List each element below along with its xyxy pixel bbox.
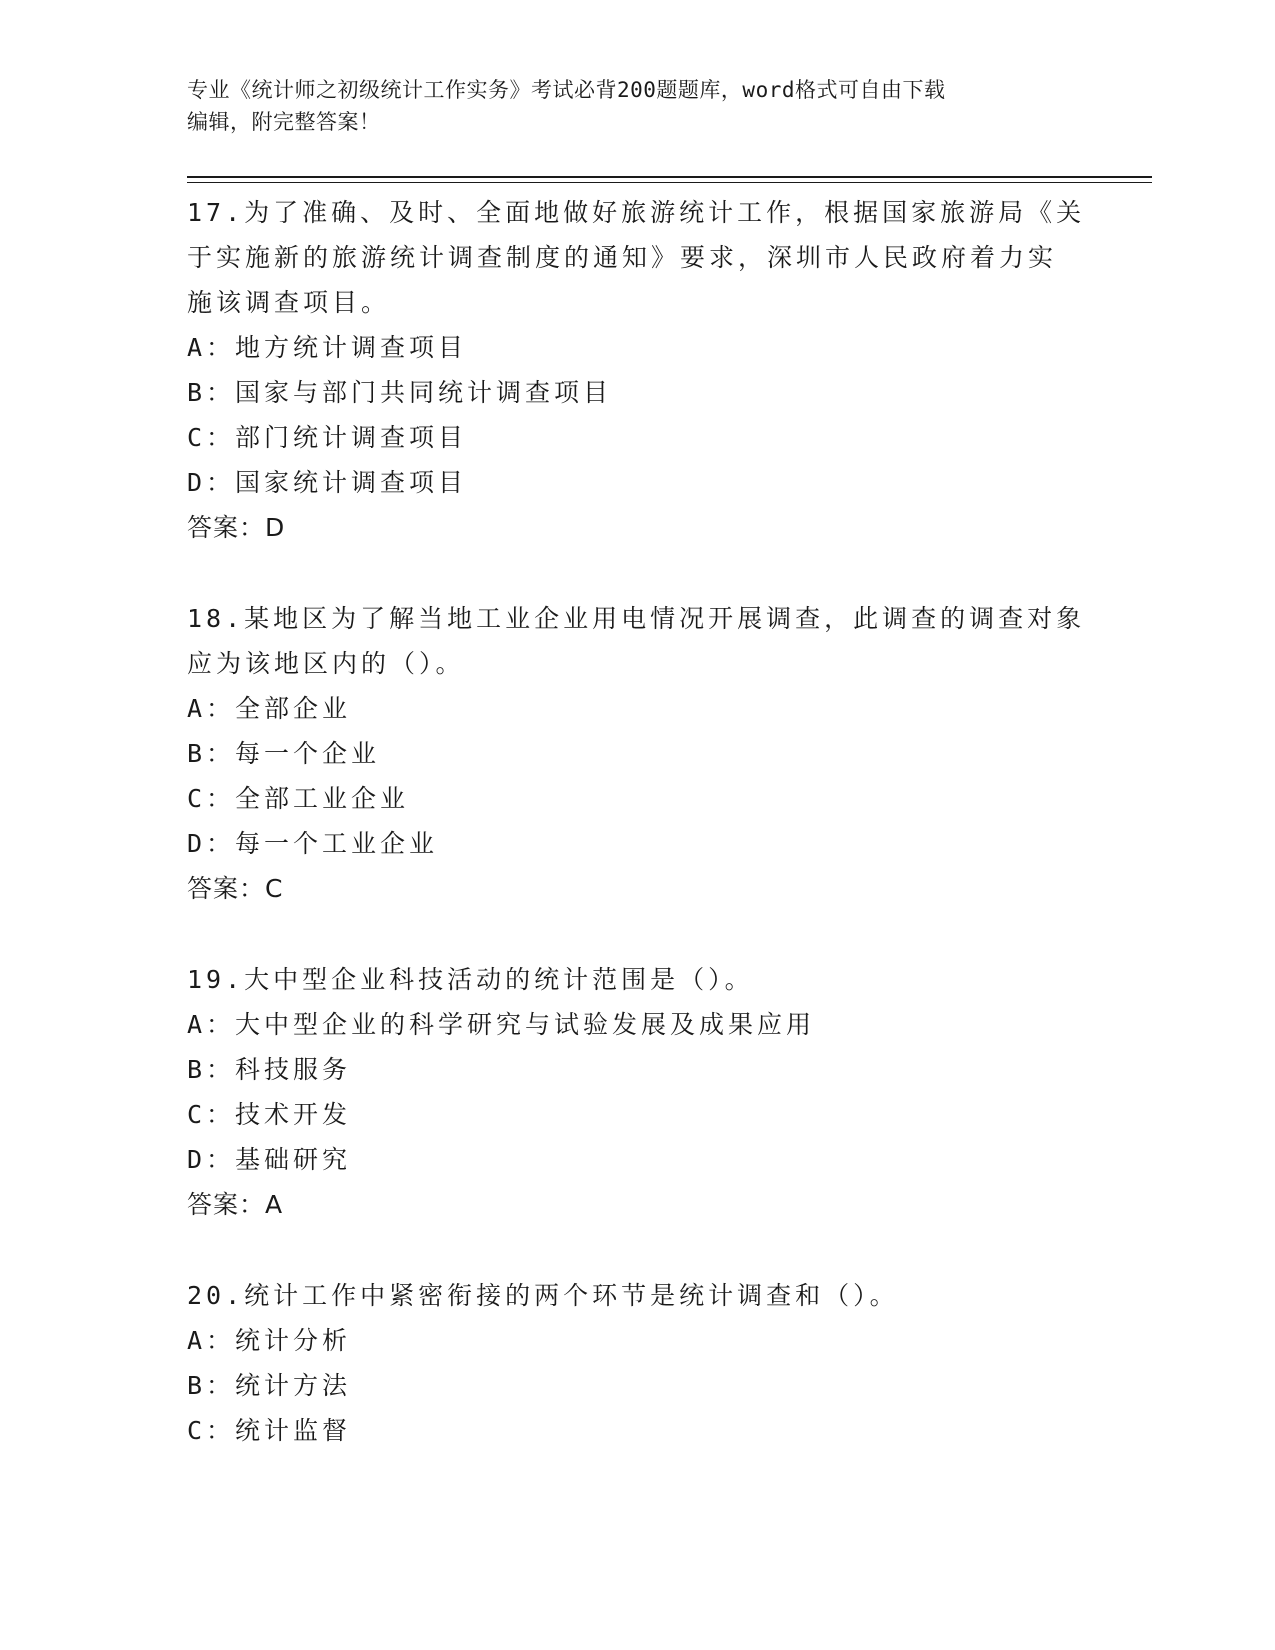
answer: 答案：D — [187, 513, 286, 542]
option-b: B：国家与部门共同统计调查项目 — [187, 378, 613, 407]
option-d: D：每一个工业企业 — [187, 829, 439, 858]
header-line-1: 专业《统计师之初级统计工作实务》考试必背200题题库，word格式可自由下载 — [187, 78, 946, 102]
option-a: A：地方统计调查项目 — [187, 333, 468, 362]
option-c: C：全部工业企业 — [187, 784, 410, 813]
question-stem-line: 施该调查项目。 — [187, 288, 391, 317]
header-divider-thick — [187, 176, 1152, 178]
option-a: A：大中型企业的科学研究与试验发展及成果应用 — [187, 1010, 816, 1039]
question-stem-line: 20.统计工作中紧密衔接的两个环节是统计调查和（）。 — [187, 1281, 899, 1310]
question-18 — [187, 596, 1087, 911]
answer: 答案：C — [187, 874, 284, 903]
option-c: C：统计监督 — [187, 1416, 352, 1445]
question-19 — [187, 957, 1087, 1227]
answer: 答案：A — [187, 1190, 284, 1219]
document-header — [187, 74, 1067, 138]
option-b: B：每一个企业 — [187, 739, 381, 768]
option-d: D：基础研究 — [187, 1145, 352, 1174]
question-stem-line: 应为该地区内的（）。 — [187, 649, 465, 678]
option-b: B：统计方法 — [187, 1371, 352, 1400]
question-17 — [187, 190, 1087, 550]
question-list — [187, 190, 1087, 1453]
header-divider-thin — [187, 182, 1152, 183]
option-b: B：科技服务 — [187, 1055, 352, 1084]
option-a: A：统计分析 — [187, 1326, 352, 1355]
header-line-2: 编辑，附完整答案！ — [187, 110, 381, 134]
question-stem-line: 于实施新的旅游统计调查制度的通知》要求，深圳市人民政府着力实 — [187, 243, 1058, 272]
option-c: C：部门统计调查项目 — [187, 423, 468, 452]
option-d: D：国家统计调查项目 — [187, 468, 468, 497]
option-a: A：全部企业 — [187, 694, 352, 723]
question-20 — [187, 1273, 1087, 1453]
question-stem-line: 17.为了准确、及时、全面地做好旅游统计工作，根据国家旅游局《关 — [187, 198, 1086, 227]
question-stem-line: 18.某地区为了解当地工业企业用电情况开展调查，此调查的调查对象 — [187, 604, 1086, 633]
question-stem-line: 19.大中型企业科技活动的统计范围是（）。 — [187, 965, 754, 994]
option-c: C：技术开发 — [187, 1100, 352, 1129]
